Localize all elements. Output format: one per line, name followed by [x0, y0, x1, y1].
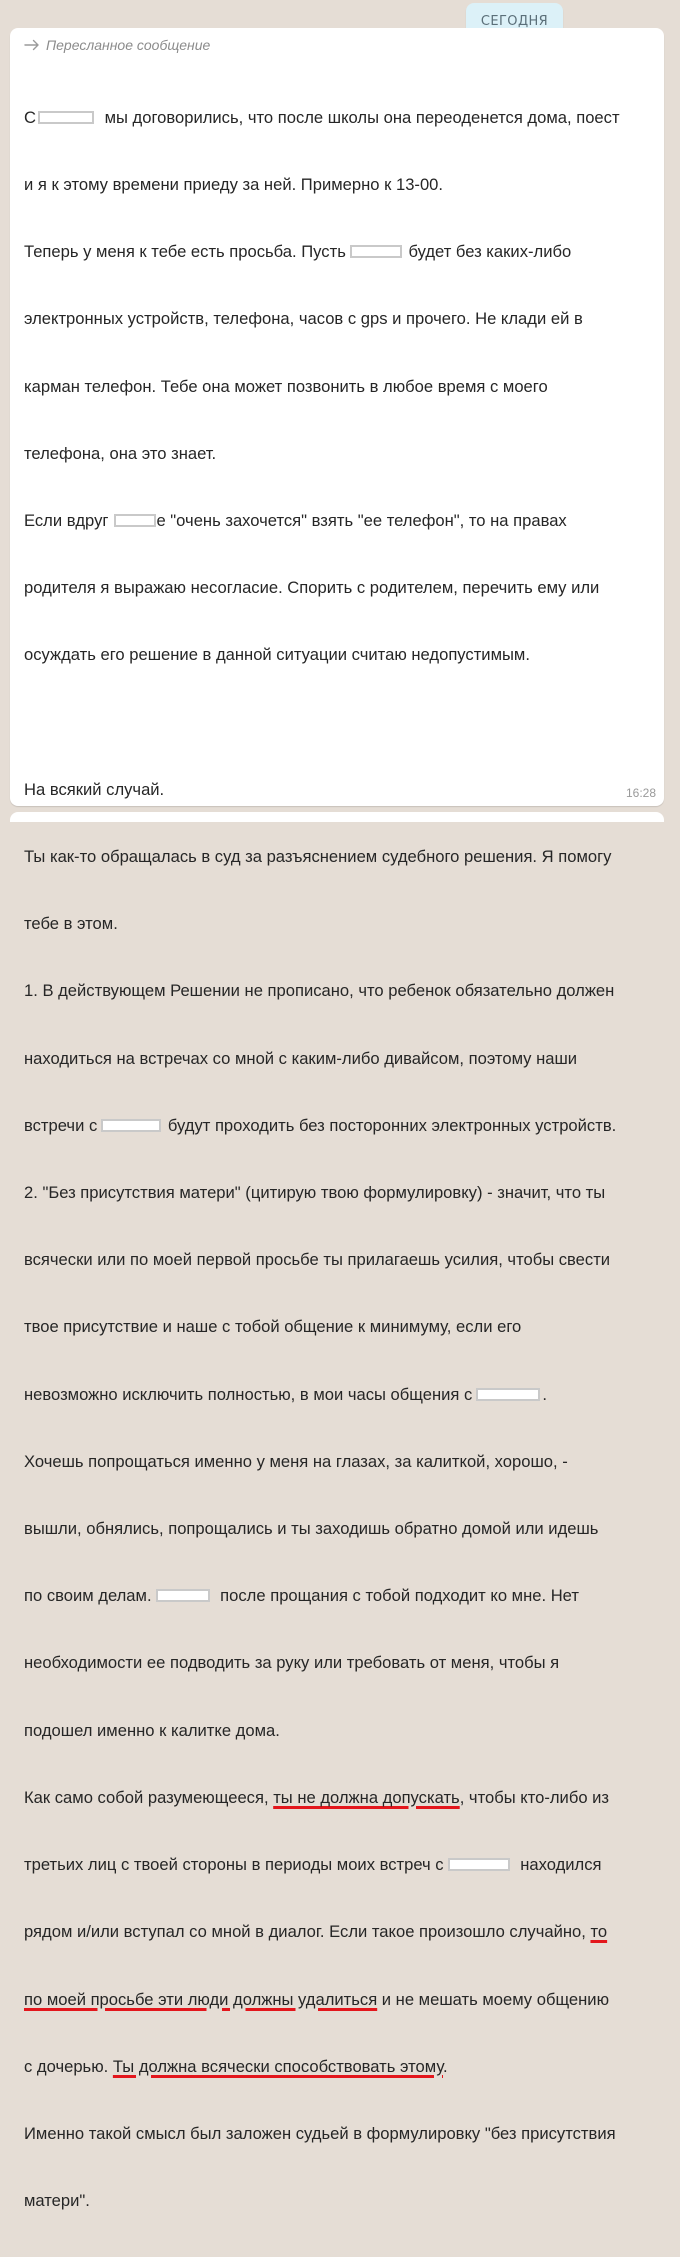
message-line: карман телефон. Тебе она может позвонить в любое время с моего	[24, 376, 548, 396]
message-line: всячески или по моей первой просьбе ты прилагаешь усилия, чтобы свести	[24, 1250, 611, 1270]
message-timestamp: 16:28	[625, 786, 656, 800]
underlined-phrase: по моей просьбе эти люди должны удалиться	[24, 1989, 378, 2009]
message-line: невозможно исключить полностью, в мои часы общения с .	[24, 1384, 547, 1404]
redaction-box	[350, 245, 402, 258]
next-message-bubble-edge	[10, 812, 664, 822]
forwarded-header	[24, 35, 210, 55]
redaction-box	[448, 1858, 510, 1871]
message-line	[24, 712, 664, 734]
message-line: 1. В действующем Решении не прописано, что ребенок обязательно должен	[24, 981, 615, 1001]
message-line: с дочерью. Ты должна всячески способствовать этому.	[24, 2056, 448, 2076]
message-line: находиться на встречах со мной с каким-либо дивайсом, поэтому наши	[24, 1048, 578, 1068]
message-text	[24, 62, 664, 2257]
date-chip-label: СЕГОДНЯ	[480, 13, 549, 29]
forwarded-message-bubble[interactable]	[10, 28, 664, 2211]
underlined-phrase: ты не должна допускать	[273, 1787, 460, 1807]
message-line: необходимости ее подводить за руку или требовать от меня, чтобы я	[24, 1653, 560, 1673]
message-line: телефона, она это знает.	[24, 443, 217, 463]
message-line: Хочешь попрощаться именно у меня на глазах, за калиткой, хорошо, -	[24, 1451, 568, 1471]
message-line: Как само собой разумеющееся, ты не должна допускать, чтобы кто-либо из	[24, 1787, 610, 1807]
message-line: по своим делам. после прощания с тобой подходит ко мне. Нет	[24, 1586, 579, 1606]
message-line: матери".	[24, 2191, 90, 2211]
message-line: вышли, обнялись, попрощались и ты заходишь обратно домой или идешь	[24, 1519, 599, 1539]
message-line: осуждать его решение в данной ситуации считаю недопустимым.	[24, 645, 530, 665]
message-line: по моей просьбе эти люди должны удалиться и не мешать моему общению	[24, 1989, 610, 2009]
underlined-phrase: то	[590, 1922, 608, 1942]
message-line: Теперь у меня к тебе есть просьба. Пусть будет без каких-либо	[24, 242, 572, 262]
forwarded-label: Пересланное сообщение	[46, 37, 211, 53]
message-line: тебе в этом.	[24, 914, 118, 934]
forward-arrow-icon	[24, 39, 40, 51]
message-line: электронных устройств, телефона, часов с gps и прочего. Не клади ей в	[24, 309, 583, 329]
message-line: рядом и/или вступал со мной в диалог. Если такое произошло случайно, то	[24, 1922, 608, 1942]
message-line: 2. "Без присутствия матери" (цитирую твою формулировку) - значит, что ты	[24, 1183, 606, 1203]
redaction-box	[114, 514, 156, 527]
underlined-phrase: Ты должна всячески способствовать этому	[112, 2056, 443, 2076]
message-line: На всякий случай.	[24, 779, 165, 799]
message-line: Если вдруг е "очень захочется" взять "ее телефон", то на правах	[24, 511, 567, 531]
message-line: третьих лиц с твоей стороны в периоды моих встреч с находился	[24, 1855, 602, 1875]
redaction-box	[38, 111, 94, 124]
redaction-box	[476, 1388, 540, 1401]
message-line: твое присутствие и наше с тобой общение к минимуму, если его	[24, 1317, 522, 1337]
redaction-box	[156, 1589, 210, 1602]
message-line: встречи с будут проходить без посторонних электронных устройств.	[24, 1115, 617, 1135]
message-line: и я к этому времени приеду за ней. Примерно к 13-00.	[24, 175, 444, 195]
message-line: Именно такой смысл был заложен судьей в формулировку "без присутствия	[24, 2123, 616, 2143]
message-line: родителя я выражаю несогласие. Спорить с родителем, перечить ему или	[24, 578, 600, 598]
redaction-box	[101, 1119, 161, 1132]
message-line: Ты как-то обращалась в суд за разъяснением судебного решения. Я помогу	[24, 847, 612, 867]
message-line: подошел именно к калитке дома.	[24, 1720, 280, 1740]
message-line: С мы договорились, что после школы она переоденется дома, поест	[24, 107, 620, 127]
